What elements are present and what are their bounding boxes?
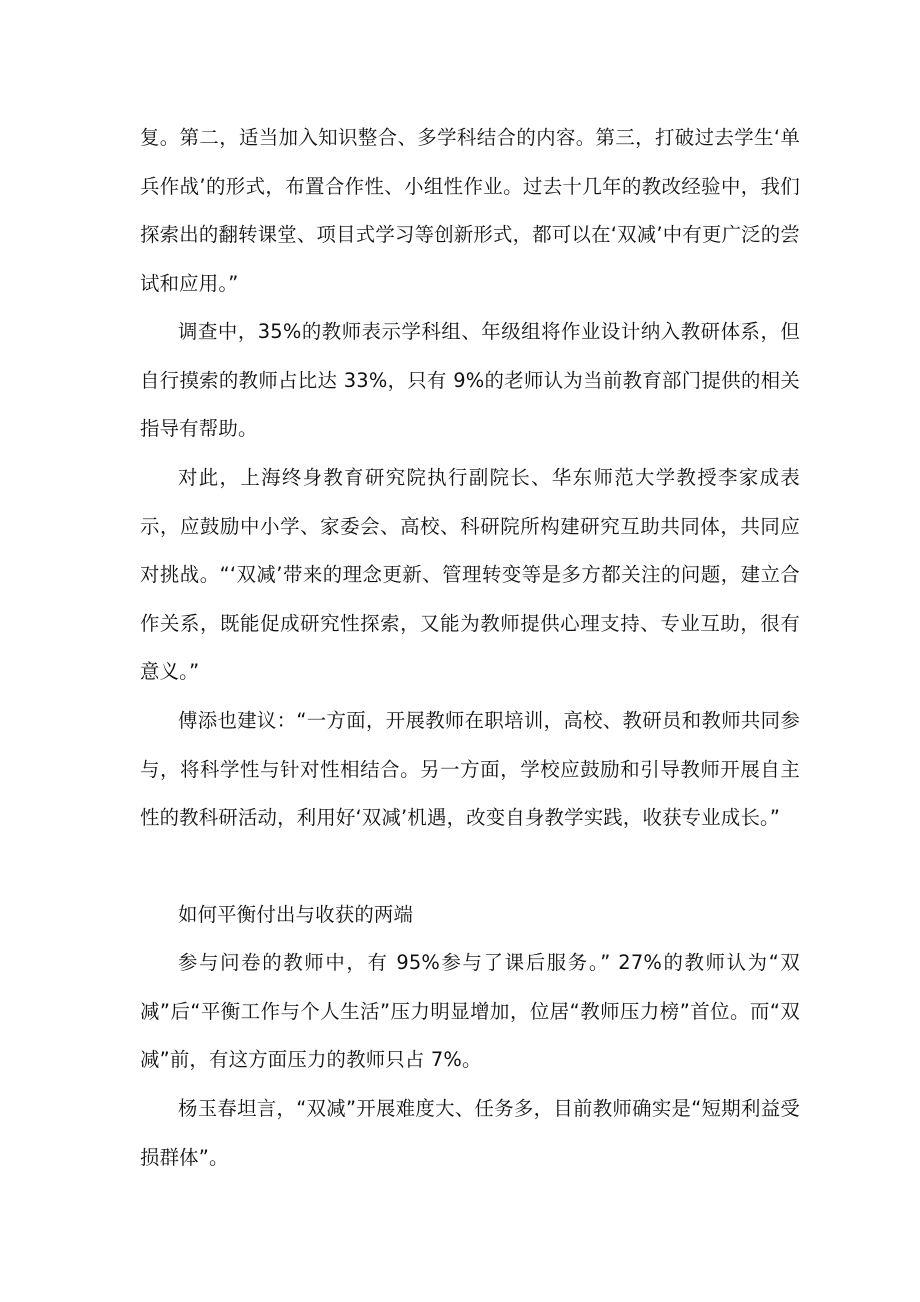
- section-heading: 如何平衡付出与收获的两端: [178, 903, 414, 926]
- paragraph-survey: 调查中，35%的教师表示学科组、年级组将作业设计纳入教研体系，但自行摸索的教师占比达 33%，只有 9%的老师认为当前教育部门提供的相关指导有帮助。: [140, 320, 800, 440]
- paragraph-continuation: 复。第二，适当加入知识整合、多学科结合的内容。第三，打破过去学生‘单兵作战’的形式，布置合作性、小组性作业。过去十几年的教改经验中，我们探索出的翻转课堂、项目式学习等创新形式，都可以在‘双减’中有更广泛的尝试和应用。”: [140, 126, 800, 295]
- paragraph-fu-tian: 傅添也建议：“一方面，开展教师在职培训，高校、教研员和教师共同参与，将科学性与针对性相结合。另一方面，学校应鼓励和引导教师开展自主性的教科研活动，利用好‘双减’机遇，改变自身教学实践，收获专业成长。”: [140, 709, 800, 829]
- paragraph-after-school-service: 参与问卷的教师中，有 95%参与了课后服务。” 27%的教师认为“双减”后“平衡工作与个人生活”压力明显增加，位居“教师压力榜”首位。而“双减”前，有这方面压力的教师只占 7%。: [140, 951, 800, 1071]
- paragraph-li-jiacheng: 对此，上海终身教育研究院执行副院长、华东师范大学教授李家成表示，应鼓励中小学、家委会、高校、科研院所构建研究互助共同体，共同应对挑战。“‘双减’带来的理念更新、管理转变等是多方都关注的问题，建立合作关系，既能促成研究性探索，又能为教师提供心理支持、专业互助，很有意义。”: [140, 466, 800, 683]
- paragraph-yang-yuchun: 杨玉春坦言，“双减”开展难度大、任务多，目前教师确实是“短期利益受损群体”。: [140, 1097, 800, 1169]
